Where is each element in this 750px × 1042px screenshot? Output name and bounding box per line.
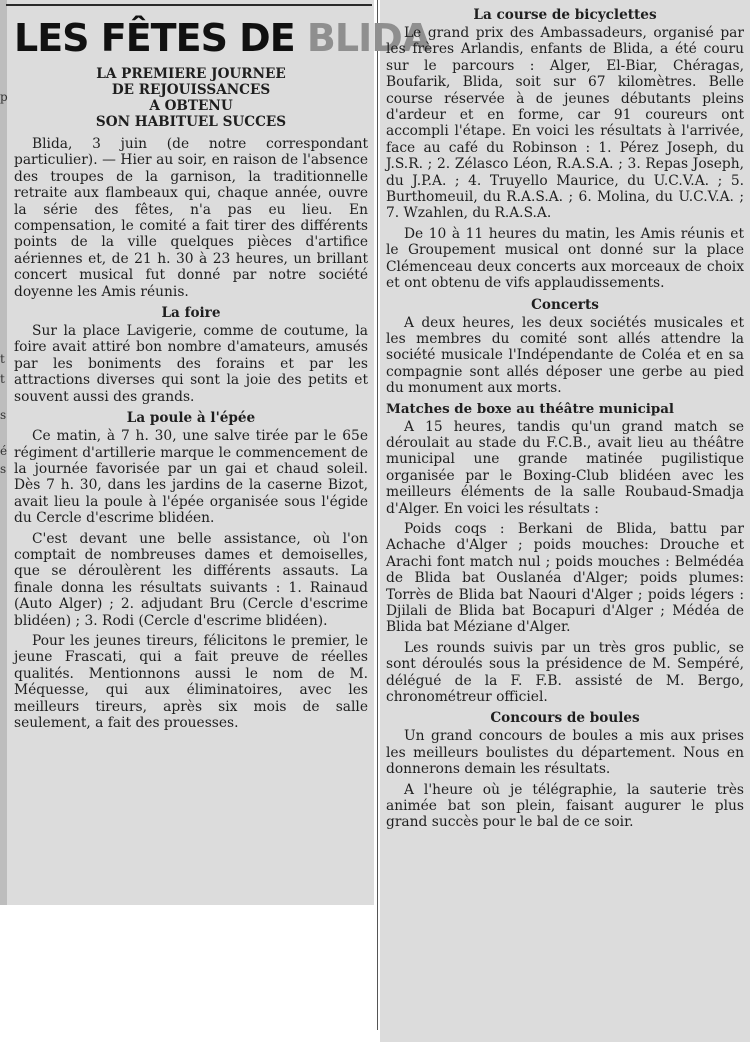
concerts-paragraph: A deux heures, les deux sociétés musicales et les membres du comité sont allés attendre la société musicale l'Indépendante de Coléa et en sa compagnie sont allés déposer une gerbe au pied du monument aux morts. <box>386 314 744 397</box>
epee-paragraph-1: Ce matin, à 7 h. 30, une salve tirée par le 65e régiment d'artillerie marque le commencement de la journée favorisée par un gai et chaud soleil. Dès 7 h. 30, dans les jardins de la caserne Bizot, avait lieu la poule à l'épée organisée sous l'égide du Cercle d'escrime blidéen. <box>14 428 368 527</box>
section-title-concerts: Concerts <box>531 296 599 313</box>
edge-fragment: é <box>0 444 8 458</box>
amis-paragraph: De 10 à 11 heures du matin, les Amis réunis et le Groupement musical ont donné sur la place Clémenceau deux concerts aux morceaux de choix et ont obtenu de vifs applaudissements. <box>386 225 744 292</box>
headline-city: BLIDA <box>306 16 431 60</box>
section-title-boxe: Matches de boxe au théâtre municipal <box>386 400 675 417</box>
foire-paragraph: Sur la place Lavigerie, comme de coutume, la foire avait attiré bon nombre d'amateurs, amusés par les boniments des forains et par les attractions diverses qui sont la joie des petits et souvent aussi des grands. <box>14 323 368 405</box>
top-rule <box>6 4 372 6</box>
edge-fragment: t <box>0 352 5 366</box>
left-article-column <box>14 8 431 735</box>
deck-line: SON HABITUEL SUCCES <box>95 114 287 130</box>
epee-paragraph-2: C'est devant une belle assistance, où l'on comptait de nombreuses dames et demoiselles, que se déroulèrent les différents assauts. La finale donna les résultats suivants : 1. Rainaud (Auto Alger) ; 2. adjudant Bru (Cercle d'escrime blidéen) ; 3. Rodi (Cercle d'escrime blidéen). <box>14 530 368 629</box>
deck-line: LA PREMIERE JOURNEE <box>96 66 286 82</box>
edge-fragment: s <box>0 408 7 422</box>
headline-prefix: LES FÊTES DE <box>14 16 307 60</box>
edge-fragment: p <box>0 90 8 104</box>
right-article-column <box>386 4 744 835</box>
boules-paragraph-1: Un grand concours de boules a mis aux prises les meilleurs boulistes du département. Nous en donnerons demain les résultats. <box>386 728 744 778</box>
boxe-paragraph-3: Les rounds suivis par un très gros public, se sont déroulés sous la présidence de M. Sempéré, délégué de la F. F.B. assisté de M. Bergo, chronométreur officiel. <box>386 639 744 706</box>
section-title-foire: La foire <box>161 305 221 322</box>
deck-line: A OBTENU <box>149 98 233 114</box>
boules-paragraph-2: A l'heure où je télégraphie, la sauterie très animée bat son plein, faisant augurer le plus grand succès pour le bal de ce soir. <box>386 781 744 831</box>
edge-fragment: t <box>0 372 5 386</box>
headline <box>14 16 431 60</box>
deck-line: DE REJOUISSANCES <box>111 82 271 98</box>
deck <box>14 66 368 130</box>
section-title-epee: La poule à l'épée <box>126 410 256 427</box>
column-divider <box>377 0 378 1030</box>
section-title-bicyclette: La course de bicyclettes <box>473 7 657 23</box>
edge-fragment: s <box>0 462 7 476</box>
boxe-paragraph-2: Poids coqs : Berkani de Blida, battu par Achache d'Alger ; poids mouches: Drouche et Arachi font match nul ; poids mouches : Belmédéa de Blida bat Ouslanéa d'Alger; poids plumes: Torrès de Blida bat Naouri d'Alger ; poids légers : Djilali de Blida bat Bocapuri d'Alger ; Médéa de Blida bat Méziane d'Alger. <box>386 520 744 636</box>
bicyclette-paragraph: Le grand prix des Ambassadeurs, organisé par les frères Arlandis, enfants de Blida, a été couru sur le parcours : Alger, El-Biar, Chéragas, Boufarik, Blida, soit sur 67 kilomètres. Belle course réservée à de jeunes débutants pleins d'ardeur et en forme, car 91 coureurs ont accompli l'étape. En voici les résultats à l'arrivée, face au café du Robinson : 1. Pérez Joseph, du J.S.R. ; 2. Zélasco Léon, R.A.S.A. ; 3. Repas Joseph, du J.P.A. ; 4. Truyello Maurice, du U.C.V.A. ; 5. Burthomeuil, du R.A.S.A. ; 6. Molina, du U.C.V.A. ; 7. Wzahlen, du R.A.S.A. <box>386 25 744 222</box>
epee-paragraph-3: Pour les jeunes tireurs, félicitons le premier, le jeune Frascati, qui a fait preuve de réelles qualités. Mentionnons aussi le nom de M. Méquesse, qui aux éliminatoires, avec les meilleurs tireurs, après six mois de salle seulement, a fait des prouesses. <box>14 632 368 731</box>
section-title-boules: Concours de boules <box>490 710 640 727</box>
intro-paragraph: Blida, 3 juin (de notre correspondant particulier). — Hier au soir, en raison de l'absence des troupes de la garnison, la traditionnelle retraite aux flambeaux qui, chaque année, ouvre la série des fêtes, n'a pas eu lieu. En compensation, le comité a fait tirer des différents points de la ville quelques pièces d'artifice aériennes et, de 21 h. 30 à 23 heures, un brillant concert musical fut donné par notre société doyenne les Amis réunis. <box>14 136 368 300</box>
boxe-paragraph-1: A 15 heures, tandis qu'un grand match se déroulait au stade du F.C.B., avait lieu au théâtre municipal une grande matinée pugilistique organisée par le Boxing-Club blidéen avec les meilleurs éléments de la salle Roubaud-Smadja d'Alger. En voici les résultats : <box>386 418 744 517</box>
